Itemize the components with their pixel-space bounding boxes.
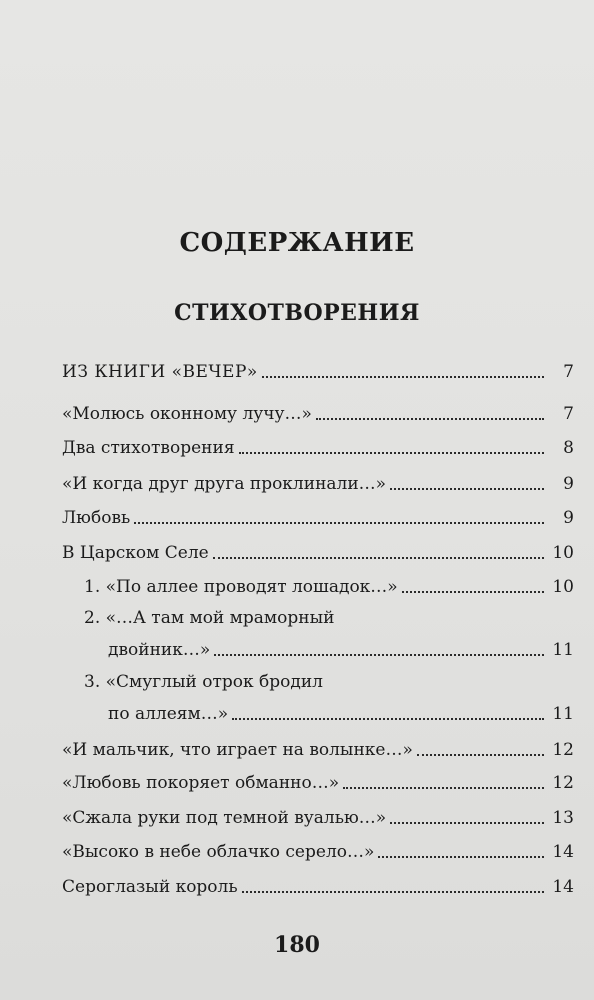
toc-entry-title: «Сжала руки под темной вуалью…» <box>62 808 387 828</box>
toc-entry-title: В Царском Селе <box>62 543 209 563</box>
leader-dots <box>417 754 544 756</box>
toc-entry <box>62 769 574 795</box>
leader-dots <box>316 418 544 420</box>
toc-entry-title: «Любовь покоряет обманно…» <box>62 773 340 793</box>
toc-entry-title: «И когда друг друга проклинали…» <box>62 474 387 494</box>
toc-entry-page: 14 <box>552 842 574 862</box>
leader-dots <box>214 654 544 656</box>
leader-dots <box>378 856 544 858</box>
toc-entry-page: 10 <box>552 577 574 597</box>
leader-dots <box>402 591 544 593</box>
toc-entry-title-line2: двойник…» <box>108 640 211 660</box>
toc-entry <box>62 434 574 460</box>
toc-entry <box>62 838 574 864</box>
leader-dots <box>242 891 544 893</box>
leader-dots <box>343 787 544 789</box>
toc-entry-page: 8 <box>563 438 574 458</box>
toc-entry-title: ИЗ КНИГИ «ВЕЧЕР» <box>62 362 258 382</box>
toc-entry-page: 12 <box>552 773 574 793</box>
toc-entry-title: 1. «По аллее проводят лошадок…» <box>84 577 398 597</box>
toc-entry-page: 7 <box>563 362 574 382</box>
toc-subentry <box>84 573 574 599</box>
toc-entry-title-line1: 3. «Смуглый отрок бродил <box>84 672 323 692</box>
toc-entry-title: «Высоко в небе облачко серело…» <box>62 842 375 862</box>
section-heading: СТИХОТВОРЕНИЯ <box>174 300 420 326</box>
toc-entry-page: 11 <box>552 704 574 724</box>
toc-entry-page: 7 <box>563 404 574 424</box>
toc-entry-title: «Молюсь оконному лучу…» <box>62 404 312 424</box>
toc-subentry <box>84 670 574 726</box>
toc-entry-title: «И мальчик, что играет на волынке…» <box>62 740 413 760</box>
toc-entry-page: 14 <box>552 877 574 897</box>
page-number: 180 <box>274 932 320 958</box>
toc-entry-page: 10 <box>552 543 574 563</box>
toc-entry <box>62 358 574 384</box>
toc-entry-page: 11 <box>552 640 574 660</box>
leader-dots <box>390 822 544 824</box>
leader-dots <box>239 452 544 454</box>
toc-entry-title-line1: 2. «…А там мой мраморный <box>84 608 335 628</box>
leader-dots <box>390 488 544 490</box>
toc-entry-title: Сероглазый король <box>62 877 238 897</box>
toc-entry-title: Любовь <box>62 508 131 528</box>
toc-entry-title-line2: по аллеям…» <box>108 704 229 724</box>
toc-entry <box>62 736 574 762</box>
toc-entry <box>62 539 574 565</box>
toc-entry <box>62 470 574 496</box>
toc-entry-page: 9 <box>563 508 574 528</box>
toc-entry-page: 13 <box>552 808 574 828</box>
toc-entry-title: Два стихотворения <box>62 438 235 458</box>
toc-entry <box>62 873 574 899</box>
leader-dots <box>262 376 544 378</box>
toc-entry-page: 12 <box>552 740 574 760</box>
toc-entry <box>62 804 574 830</box>
leader-dots <box>213 557 544 559</box>
toc-entry-page: 9 <box>563 474 574 494</box>
toc-entry <box>62 504 574 530</box>
toc-subentry <box>84 606 574 662</box>
leader-dots <box>134 522 544 524</box>
contents-title: СОДЕРЖАНИЕ <box>179 228 415 258</box>
leader-dots <box>232 718 544 720</box>
toc-entry <box>62 400 574 426</box>
